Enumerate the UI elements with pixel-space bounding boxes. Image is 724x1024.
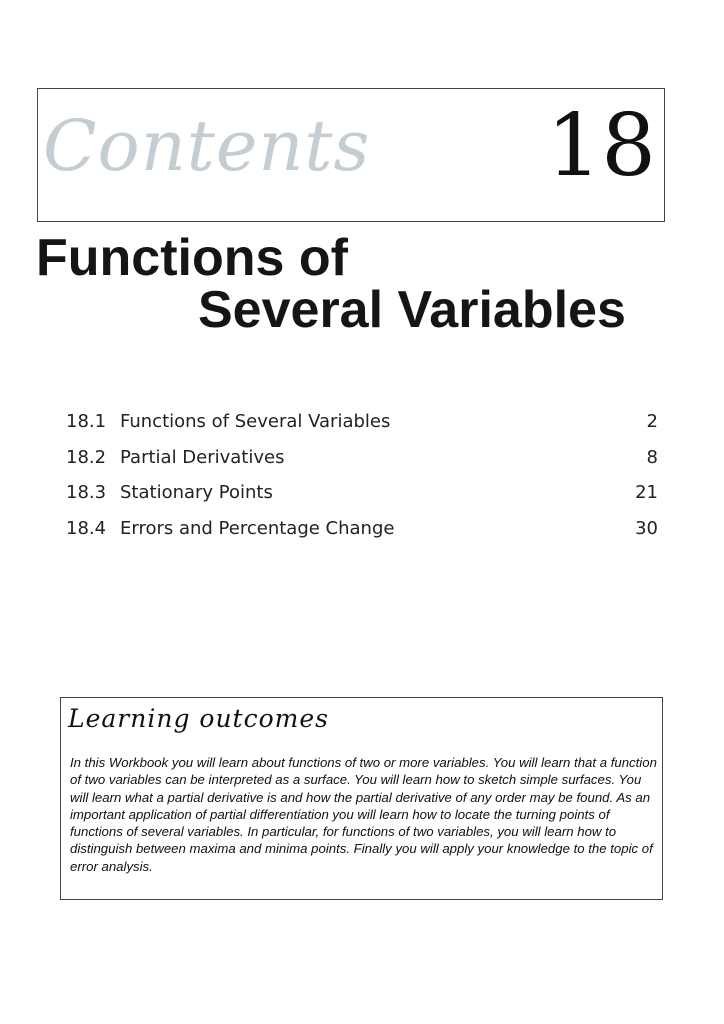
- toc-page-number: 30: [635, 517, 658, 539]
- toc-section-number: 18.3: [66, 482, 107, 503]
- toc-page-number: 2: [646, 411, 658, 432]
- table-of-contents: [66, 410, 658, 552]
- chapter-number: 18: [546, 96, 656, 196]
- toc-section-title: Errors and Percentage Change: [120, 517, 395, 539]
- toc-page-number: 21: [635, 482, 658, 503]
- chapter-header-box: [37, 88, 665, 222]
- toc-section-number: 18.4: [66, 517, 107, 539]
- learning-outcomes-heading: Learning outcomes: [68, 704, 329, 733]
- toc-section-title: Stationary Points: [120, 482, 273, 503]
- toc-page-number: 8: [646, 446, 658, 468]
- toc-section-title: Functions of Several Variables: [120, 411, 391, 432]
- toc-entry[interactable]: [66, 481, 658, 517]
- contents-label: Contents: [43, 105, 371, 187]
- toc-section-number: 18.1: [66, 411, 107, 432]
- toc-entry[interactable]: [66, 410, 658, 446]
- learning-outcomes-box: [60, 697, 663, 900]
- toc-section-title: Partial Derivatives: [120, 446, 285, 468]
- toc-entry[interactable]: [66, 446, 658, 482]
- toc-entry[interactable]: [66, 517, 658, 553]
- learning-outcomes-text: In this Workbook you will learn about functions of two or more variables. You will learn that a function of two variables can be interpreted as a surface. You will learn how to sketch simple surfaces. You will learn what a partial derivative is and how the partial derivative of any order may be found. As an important application of partial differentiation you will learn how to locate the turning points of functions of several variables. In particular, for functions of two variables, you will learn how to distinguish between maxima and minima points. Finally you will apply your knowledge to the topic of error analysis.: [70, 755, 657, 874]
- toc-section-number: 18.2: [66, 446, 107, 468]
- chapter-title-line-2: Several Variables: [198, 281, 626, 339]
- chapter-title-line-1: Functions of: [36, 229, 348, 287]
